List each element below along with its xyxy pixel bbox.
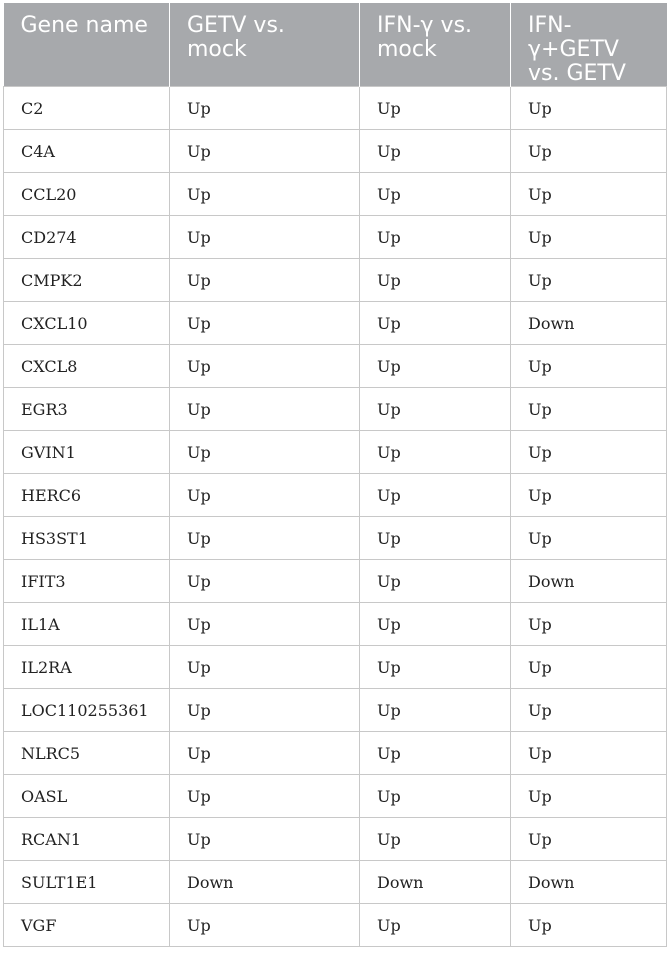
cell-ifn-getv-vs-getv: Up xyxy=(511,345,667,388)
cell-gene-name: C4A xyxy=(4,130,170,173)
cell-gene-name: CXCL10 xyxy=(4,302,170,345)
cell-ifn-vs-mock: Up xyxy=(360,173,511,216)
cell-gene-name: LOC110255361 xyxy=(4,689,170,732)
header-gene-name: Gene name xyxy=(4,3,170,87)
cell-getv-vs-mock: Up xyxy=(170,775,360,818)
cell-ifn-vs-mock: Up xyxy=(360,732,511,775)
cell-gene-name: GVIN1 xyxy=(4,431,170,474)
cell-gene-name: IFIT3 xyxy=(4,560,170,603)
table-row xyxy=(4,87,667,130)
cell-ifn-getv-vs-getv: Up xyxy=(511,732,667,775)
cell-ifn-getv-vs-getv: Down xyxy=(511,560,667,603)
header-getv-vs-mock: GETV vs. mock xyxy=(170,3,360,87)
cell-getv-vs-mock: Up xyxy=(170,87,360,130)
table-row xyxy=(4,861,667,904)
cell-ifn-getv-vs-getv: Up xyxy=(511,517,667,560)
cell-ifn-vs-mock: Up xyxy=(360,603,511,646)
cell-ifn-getv-vs-getv: Up xyxy=(511,259,667,302)
cell-ifn-vs-mock: Up xyxy=(360,904,511,947)
cell-ifn-getv-vs-getv: Up xyxy=(511,904,667,947)
table-row xyxy=(4,646,667,689)
cell-ifn-getv-vs-getv: Up xyxy=(511,216,667,259)
cell-getv-vs-mock: Up xyxy=(170,130,360,173)
cell-ifn-getv-vs-getv: Down xyxy=(511,302,667,345)
cell-gene-name: C2 xyxy=(4,87,170,130)
cell-gene-name: EGR3 xyxy=(4,388,170,431)
gene-expression-table xyxy=(3,3,667,947)
table-body xyxy=(4,87,667,947)
cell-ifn-vs-mock: Up xyxy=(360,216,511,259)
cell-ifn-getv-vs-getv: Up xyxy=(511,818,667,861)
cell-ifn-vs-mock: Up xyxy=(360,689,511,732)
cell-getv-vs-mock: Up xyxy=(170,259,360,302)
table-row xyxy=(4,689,667,732)
cell-getv-vs-mock: Up xyxy=(170,173,360,216)
cell-getv-vs-mock: Up xyxy=(170,818,360,861)
cell-ifn-vs-mock: Up xyxy=(360,646,511,689)
cell-ifn-getv-vs-getv: Up xyxy=(511,474,667,517)
cell-gene-name: OASL xyxy=(4,775,170,818)
cell-ifn-getv-vs-getv: Up xyxy=(511,603,667,646)
cell-ifn-vs-mock: Up xyxy=(360,130,511,173)
cell-getv-vs-mock: Up xyxy=(170,216,360,259)
table-row xyxy=(4,603,667,646)
table-row xyxy=(4,904,667,947)
cell-getv-vs-mock: Up xyxy=(170,517,360,560)
cell-gene-name: CMPK2 xyxy=(4,259,170,302)
cell-gene-name: RCAN1 xyxy=(4,818,170,861)
cell-ifn-getv-vs-getv: Up xyxy=(511,431,667,474)
cell-ifn-getv-vs-getv: Up xyxy=(511,646,667,689)
cell-ifn-getv-vs-getv: Up xyxy=(511,689,667,732)
table-row xyxy=(4,216,667,259)
cell-ifn-getv-vs-getv: Up xyxy=(511,775,667,818)
cell-gene-name: IL2RA xyxy=(4,646,170,689)
table-row xyxy=(4,388,667,431)
table-row xyxy=(4,259,667,302)
table-row xyxy=(4,775,667,818)
cell-getv-vs-mock: Up xyxy=(170,431,360,474)
header-ifn-vs-mock: IFN-γ vs. mock xyxy=(360,3,511,87)
table-row xyxy=(4,517,667,560)
cell-gene-name: HERC6 xyxy=(4,474,170,517)
cell-getv-vs-mock: Up xyxy=(170,560,360,603)
cell-getv-vs-mock: Up xyxy=(170,345,360,388)
cell-gene-name: VGF xyxy=(4,904,170,947)
cell-getv-vs-mock: Up xyxy=(170,904,360,947)
table-row xyxy=(4,474,667,517)
cell-ifn-vs-mock: Up xyxy=(360,474,511,517)
cell-ifn-getv-vs-getv: Up xyxy=(511,87,667,130)
cell-ifn-getv-vs-getv: Up xyxy=(511,130,667,173)
cell-ifn-vs-mock: Up xyxy=(360,345,511,388)
cell-gene-name: IL1A xyxy=(4,603,170,646)
cell-gene-name: NLRC5 xyxy=(4,732,170,775)
cell-ifn-vs-mock: Up xyxy=(360,775,511,818)
header-row xyxy=(4,3,667,87)
cell-ifn-vs-mock: Down xyxy=(360,861,511,904)
cell-ifn-getv-vs-getv: Up xyxy=(511,388,667,431)
cell-ifn-vs-mock: Up xyxy=(360,560,511,603)
table-row xyxy=(4,431,667,474)
cell-gene-name: HS3ST1 xyxy=(4,517,170,560)
table-row xyxy=(4,302,667,345)
cell-getv-vs-mock: Up xyxy=(170,646,360,689)
cell-getv-vs-mock: Up xyxy=(170,732,360,775)
cell-getv-vs-mock: Up xyxy=(170,302,360,345)
cell-ifn-vs-mock: Up xyxy=(360,818,511,861)
cell-ifn-getv-vs-getv: Up xyxy=(511,173,667,216)
cell-gene-name: CXCL8 xyxy=(4,345,170,388)
cell-ifn-vs-mock: Up xyxy=(360,259,511,302)
cell-getv-vs-mock: Up xyxy=(170,689,360,732)
table-row xyxy=(4,560,667,603)
cell-ifn-vs-mock: Up xyxy=(360,517,511,560)
cell-ifn-vs-mock: Up xyxy=(360,388,511,431)
table-row xyxy=(4,732,667,775)
cell-gene-name: SULT1E1 xyxy=(4,861,170,904)
table-row xyxy=(4,173,667,216)
table-row xyxy=(4,130,667,173)
table-row xyxy=(4,818,667,861)
cell-ifn-vs-mock: Up xyxy=(360,302,511,345)
cell-getv-vs-mock: Up xyxy=(170,474,360,517)
table-header xyxy=(4,3,667,87)
cell-gene-name: CCL20 xyxy=(4,173,170,216)
cell-gene-name: CD274 xyxy=(4,216,170,259)
cell-ifn-vs-mock: Up xyxy=(360,87,511,130)
cell-ifn-getv-vs-getv: Down xyxy=(511,861,667,904)
cell-ifn-vs-mock: Up xyxy=(360,431,511,474)
cell-getv-vs-mock: Down xyxy=(170,861,360,904)
cell-getv-vs-mock: Up xyxy=(170,603,360,646)
cell-getv-vs-mock: Up xyxy=(170,388,360,431)
header-ifn-getv-vs-getv: IFN-γ+GETV vs. GETV xyxy=(511,3,667,87)
table-row xyxy=(4,345,667,388)
gene-table-container xyxy=(3,3,666,958)
